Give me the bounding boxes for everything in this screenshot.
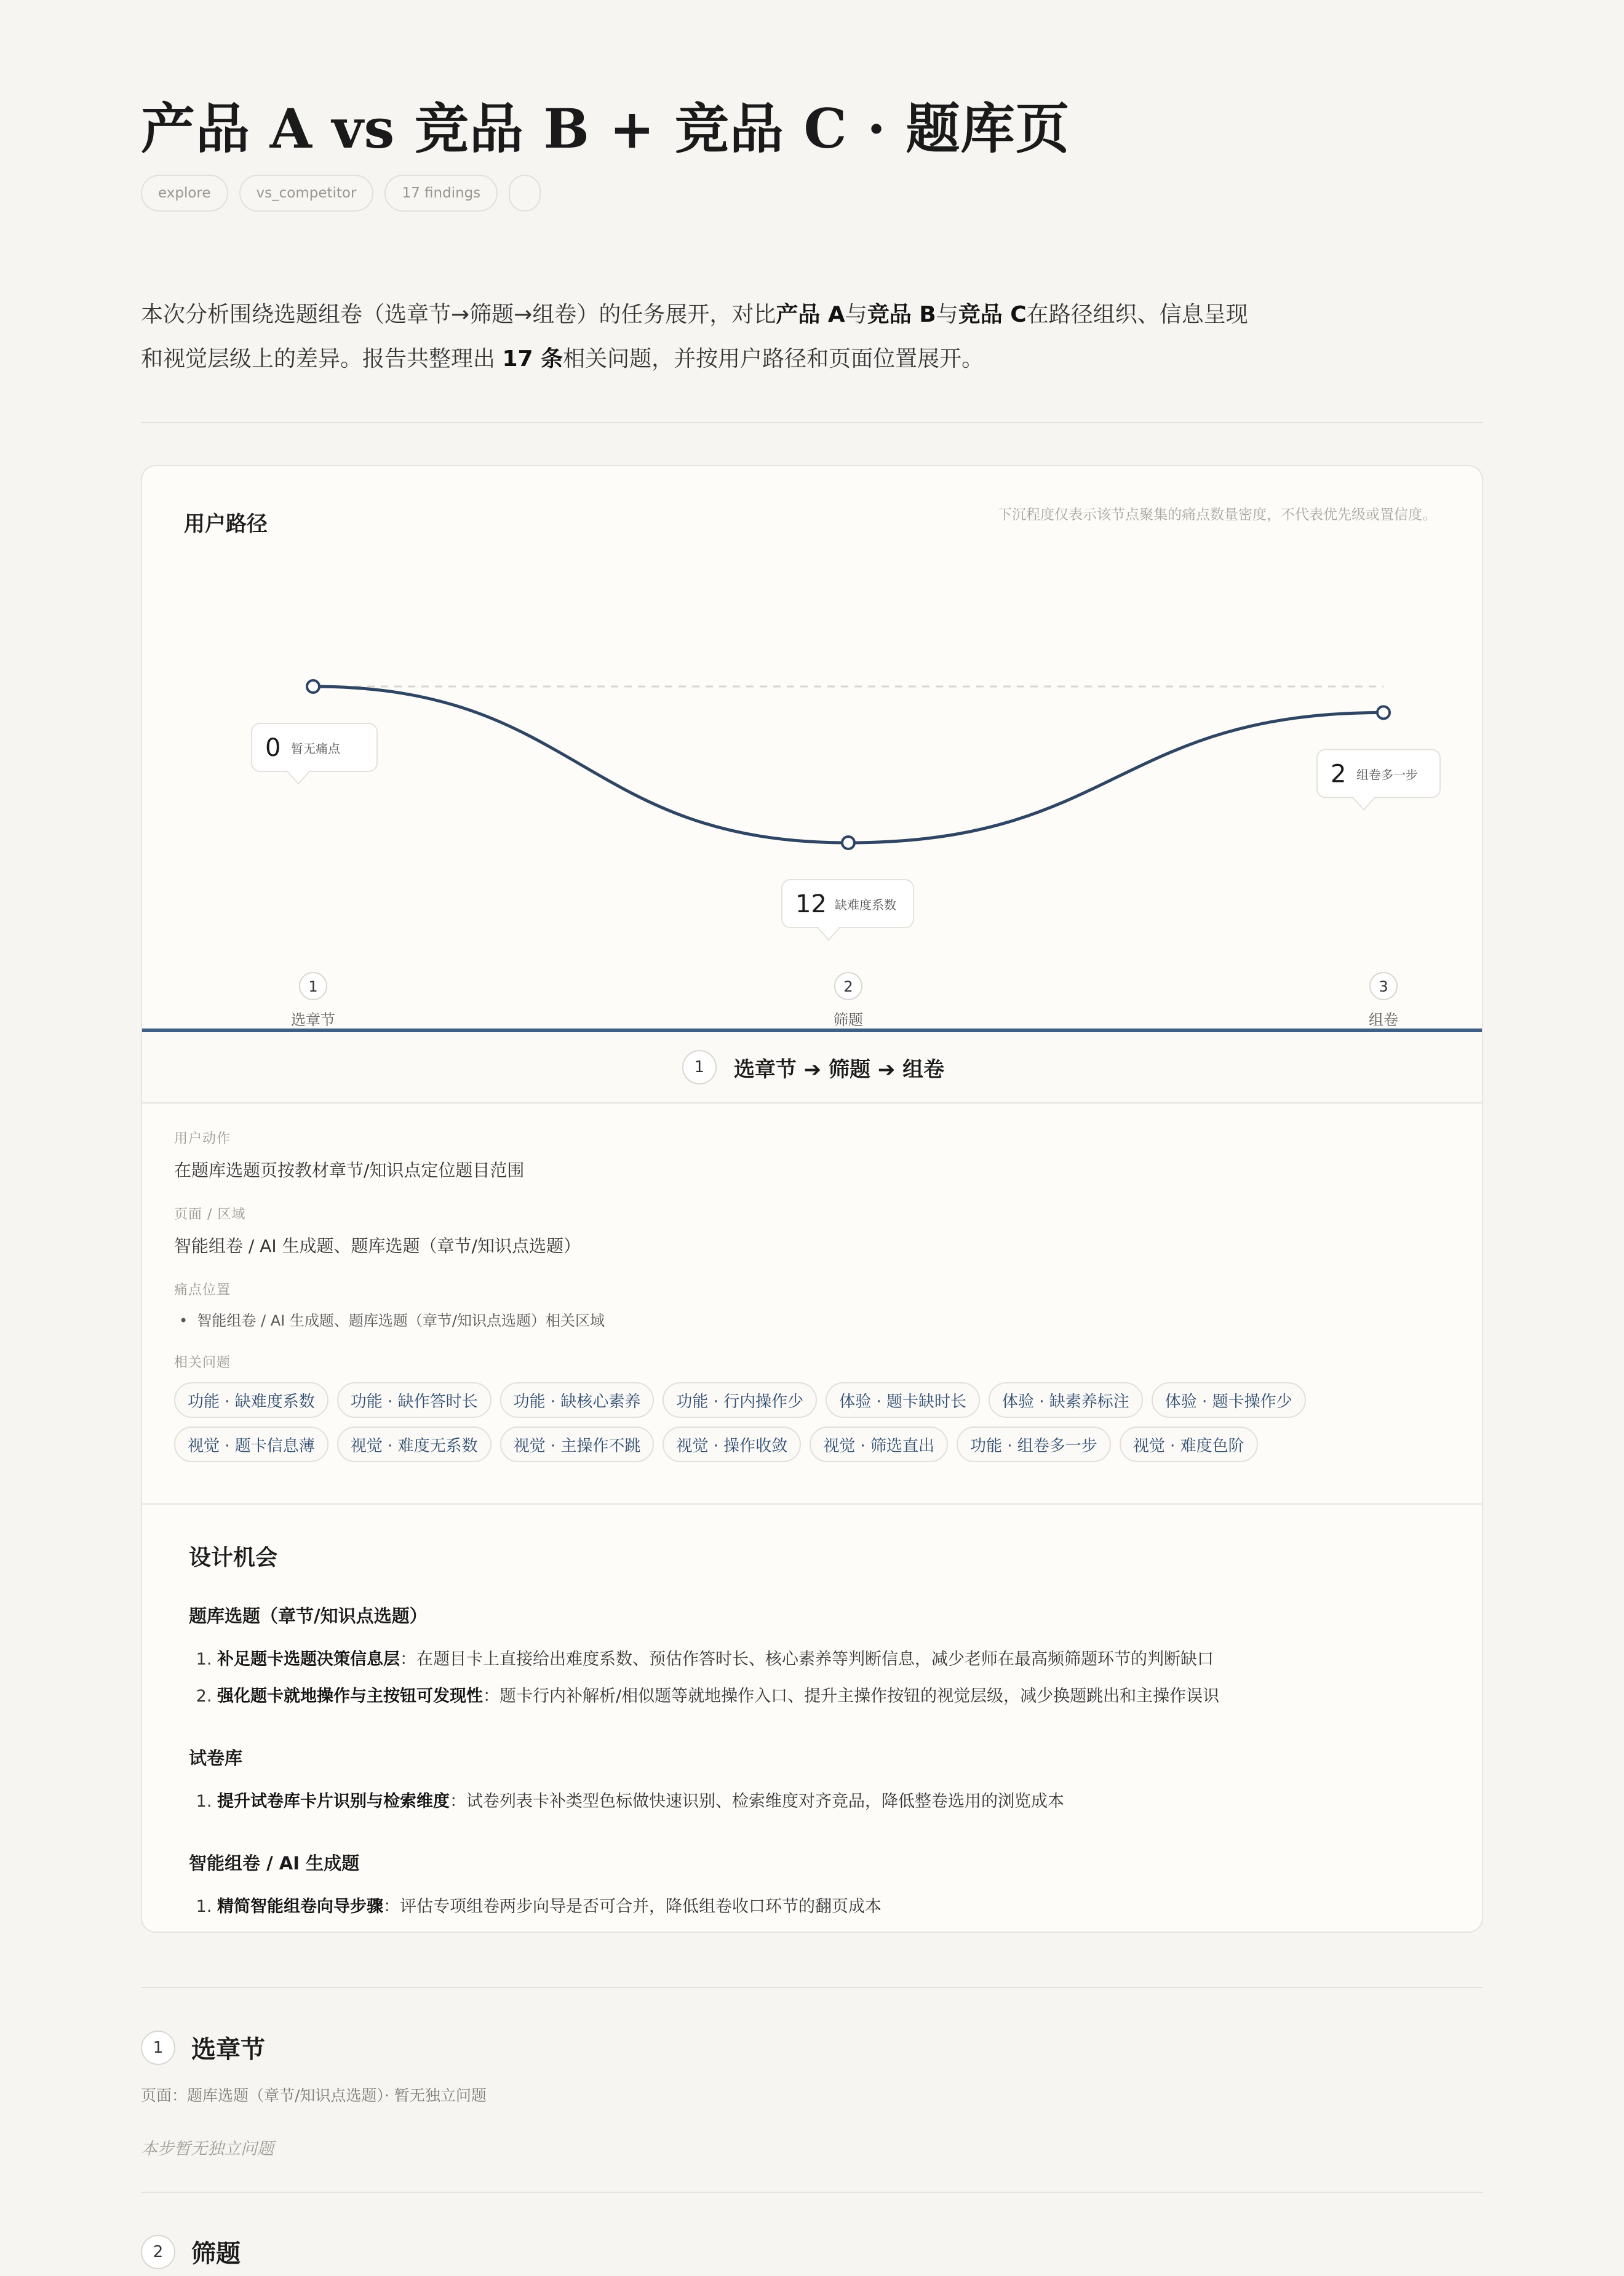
action-value: 在题库选题页按教材章节/知识点定位题目范围 bbox=[174, 1160, 525, 1180]
opportunity-item bbox=[217, 1641, 1444, 1678]
tag-row bbox=[141, 175, 541, 212]
opportunities-title: 设计机会 bbox=[189, 1545, 278, 1570]
opportunity-item-title: 提升试卷库卡片识别与检索维度 bbox=[217, 1792, 450, 1811]
callout-label: 暂无痛点 bbox=[291, 741, 340, 756]
issue-chip[interactable]: 体验 · 缺素养标注 bbox=[989, 1382, 1143, 1418]
issues-label: 相关问题 bbox=[174, 1355, 231, 1371]
data-point bbox=[842, 837, 854, 849]
callout-pointer-mask bbox=[1354, 795, 1374, 798]
section-title: 选章节 bbox=[191, 2035, 265, 2064]
opportunity-item-title: 精简智能组卷向导步骤 bbox=[217, 1897, 383, 1916]
step-label: 组卷 bbox=[1369, 1011, 1398, 1029]
callout-count: 0 bbox=[265, 734, 281, 762]
opportunity-item-text: ：在题目卡上直接给出难度系数、预估作答时长、核心素养等判断信息，减少老师在最高频筛题环节的判断缺口 bbox=[400, 1650, 1214, 1669]
design-opportunities bbox=[189, 1540, 1444, 1933]
section-title: 筛题 bbox=[191, 2240, 241, 2268]
issue-chip[interactable]: 视觉 · 筛选直出 bbox=[810, 1426, 948, 1462]
opportunity-item-text: ：题卡行内补解析/相似题等就地操作入口、提升主操作按钮的视觉层级，减少换题跳出和主操作误识 bbox=[483, 1687, 1220, 1706]
callout-pointer-mask bbox=[289, 770, 308, 773]
issue-chip[interactable]: 视觉 · 操作收敛 bbox=[663, 1426, 801, 1462]
pain-label: 痛点位置 bbox=[174, 1283, 231, 1298]
section-step-2 bbox=[141, 2234, 241, 2269]
divider bbox=[141, 2192, 1483, 2193]
action-label: 用户动作 bbox=[174, 1131, 231, 1147]
summary-text: 相关问题，并按用户路径和页面位置展开。 bbox=[563, 346, 984, 372]
data-point bbox=[1377, 706, 1390, 718]
issue-chips bbox=[174, 1382, 1454, 1462]
divider bbox=[141, 422, 1483, 423]
section-step-1 bbox=[141, 2030, 487, 2159]
page-value: 智能组卷 / AI 生成题、题库选题（章节/知识点选题） bbox=[174, 1236, 581, 1256]
opportunity-item-title: 强化题卡就地操作与主按钮可发现性 bbox=[217, 1687, 483, 1706]
summary-paragraph bbox=[141, 293, 1260, 381]
callout-pointer bbox=[287, 771, 309, 784]
opportunity-list bbox=[217, 1641, 1444, 1715]
opportunity-group-heading: 题库选题（章节/知识点选题） bbox=[189, 1606, 428, 1626]
issue-chip[interactable]: 视觉 · 主操作不跳 bbox=[500, 1426, 655, 1462]
callout-label: 缺难度系数 bbox=[835, 897, 896, 912]
opportunity-item-text: ：试卷列表卡补类型色标做快速识别、检索维度对齐竞品，降低整卷选用的浏览成本 bbox=[450, 1792, 1064, 1811]
opportunity-item-title: 补足题卡选题决策信息层 bbox=[217, 1650, 400, 1669]
summary-text: 与 bbox=[845, 302, 867, 327]
opportunity-list bbox=[217, 1783, 1444, 1820]
step-band-number: 1 bbox=[682, 1050, 717, 1084]
callout-count: 2 bbox=[1331, 760, 1347, 789]
tag-type: vs_competitor bbox=[239, 175, 374, 212]
callout-pointer bbox=[1353, 797, 1375, 810]
step-number: 2 bbox=[843, 978, 853, 995]
issue-chip[interactable]: 功能 · 组卷多一步 bbox=[957, 1426, 1111, 1462]
opportunity-item-text: ：评估专项组卷两步向导是否可合并，降低组卷收口环节的翻页成本 bbox=[383, 1897, 882, 1916]
section-empty-note: 本步暂无独立问题 bbox=[141, 2139, 274, 2159]
page-title: 产品 A vs 竞品 B + 竞品 C · 题库页 bbox=[141, 97, 1070, 161]
callout-count: 12 bbox=[795, 890, 827, 918]
issue-chip[interactable]: 视觉 · 难度色阶 bbox=[1120, 1426, 1258, 1462]
pain-item: • 智能组卷 / AI 生成题、题库选题（章节/知识点选题）相关区域 bbox=[179, 1312, 605, 1329]
opportunity-item bbox=[217, 1678, 1444, 1715]
issue-chip[interactable]: 视觉 · 难度无系数 bbox=[337, 1426, 492, 1462]
findings-count: 17 条 bbox=[502, 346, 563, 372]
callout-pointer bbox=[818, 928, 840, 940]
pain-curve bbox=[313, 686, 1383, 843]
page-label: 页面 / 区域 bbox=[174, 1207, 246, 1222]
journey-title: 用户路径 bbox=[184, 512, 268, 536]
callout-pointer-mask bbox=[819, 926, 838, 929]
issue-chip[interactable]: 功能 · 缺核心素养 bbox=[500, 1382, 655, 1418]
summary-text: 与 bbox=[936, 302, 958, 327]
opportunity-group-heading: 智能组卷 / AI 生成题 bbox=[189, 1853, 360, 1874]
product-a: 产品 A bbox=[776, 302, 845, 327]
journey-card bbox=[141, 465, 1483, 1933]
tag-mode: explore bbox=[141, 175, 228, 212]
opportunity-group-heading: 试卷库 bbox=[189, 1748, 243, 1769]
section-subtitle: 页面：题库选题（章节/知识点选题）· 暂无独立问题 bbox=[141, 2087, 487, 2104]
journey-note: 下沉程度仅表示该节点聚集的痛点数量密度，不代表优先级或置信度。 bbox=[998, 507, 1436, 523]
issue-chip[interactable]: 功能 · 行内操作少 bbox=[663, 1382, 817, 1418]
callout-label: 组卷多一步 bbox=[1356, 767, 1418, 782]
divider bbox=[142, 1503, 1483, 1505]
opportunity-list bbox=[217, 1888, 1444, 1925]
issue-chip[interactable]: 功能 · 缺作答时长 bbox=[337, 1382, 492, 1418]
section-header[interactable] bbox=[141, 2234, 241, 2269]
summary-text: 本次分析围绕选题组卷（选章节→筛题→组卷）的任务展开，对比 bbox=[141, 302, 776, 327]
step-label: 选章节 bbox=[291, 1011, 335, 1029]
opportunity-item bbox=[217, 1888, 1444, 1925]
issue-chip[interactable]: 体验 · 题卡操作少 bbox=[1152, 1382, 1306, 1418]
step-detail bbox=[174, 1128, 1454, 1484]
tag-findings: 17 findings bbox=[384, 175, 498, 212]
section-number: 2 bbox=[141, 2235, 175, 2269]
competitor-b: 竞品 B bbox=[867, 302, 936, 327]
step-number: 1 bbox=[308, 978, 318, 995]
issue-chip[interactable]: 功能 · 缺难度系数 bbox=[174, 1382, 328, 1418]
journey-chart bbox=[142, 466, 1483, 1032]
issue-chip[interactable]: 体验 · 题卡缺时长 bbox=[826, 1382, 980, 1418]
step-label: 筛题 bbox=[834, 1011, 863, 1029]
step-band-label: 选章节 ➔ 筛题 ➔ 组卷 bbox=[733, 1057, 945, 1082]
opportunity-item bbox=[217, 1783, 1444, 1820]
issue-chip[interactable]: 视觉 · 题卡信息薄 bbox=[174, 1426, 328, 1462]
section-header[interactable] bbox=[141, 2030, 487, 2065]
section-number: 1 bbox=[141, 2031, 175, 2065]
competitor-c: 竞品 C bbox=[958, 302, 1027, 327]
divider bbox=[141, 1987, 1483, 1988]
tag-empty bbox=[509, 175, 541, 212]
summary-text: 在路径组织、信息呈现和视觉层级上的差异。报告共整理出 bbox=[141, 302, 1248, 372]
step-number: 3 bbox=[1379, 978, 1388, 995]
pain-item-text: 智能组卷 / AI 生成题、题库选题（章节/知识点选题）相关区域 bbox=[197, 1312, 605, 1329]
data-point bbox=[307, 680, 319, 693]
step-band[interactable] bbox=[142, 1029, 1483, 1104]
